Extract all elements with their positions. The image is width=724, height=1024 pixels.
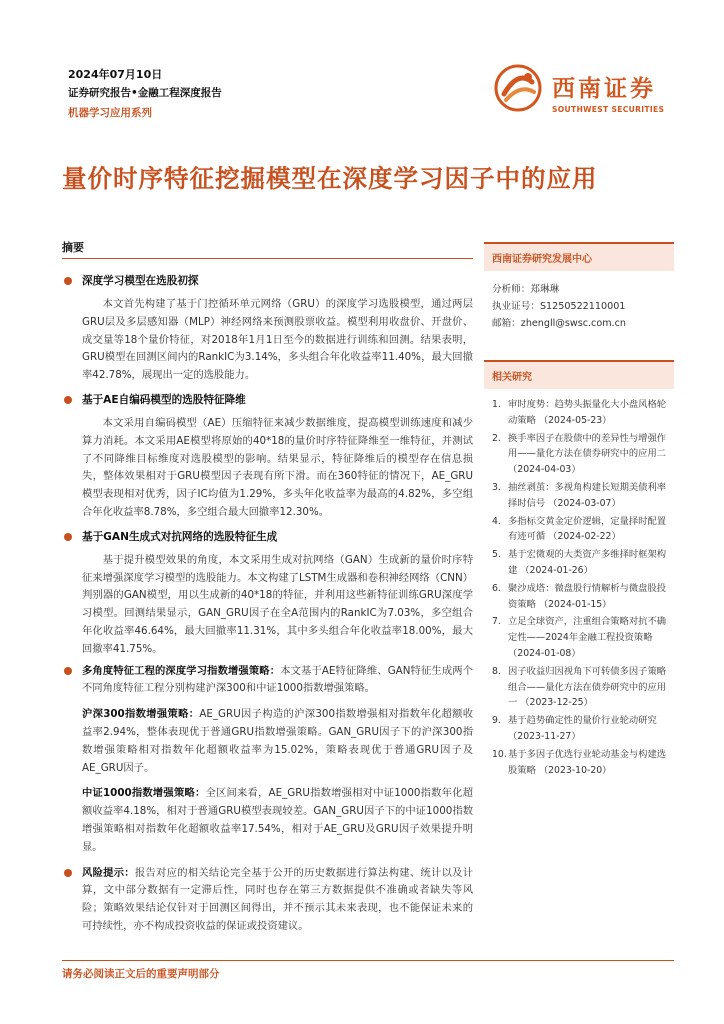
section-paragraph: 本文首先构建了基于门控循环单元网络（GRU）的深度学习选股模型，通过两层GRU层及多层感知器（MLP）神经网络来预测股票收益。模型利用收盘价、开盘价、成交量等18个量价特征，对2018年1月1日至今的数据进行训练和回测。结果表明，GRU模型在回测区间内的RankIC为3.14%，多头组合年化收益率11.40%，最大回撤率42.78%，展现出一定的选股能力。: [82, 298, 473, 382]
company-logo: [494, 64, 674, 120]
research-center-heading: 西南证券研究发展中心: [484, 242, 674, 271]
abstract-body: [62, 266, 473, 944]
bullet-icon: [64, 396, 72, 404]
analyst-name: 分析师：郑琳琳: [492, 284, 560, 295]
section-paragraph: 本文采用自编码模型（AE）压缩特征来减少数据维度，提高模型训练速度和减少算力消耗。本文采用AE模型将原始的40*18的量价时序特征降维至一维特征，并测试了不同降维目标维度对选股模型的影响。结果显示，特征降维后的模型存在信息损失，整体效果相对于GRU模型因子表现有所下滑。而在360特征的情况下，AE_GRU模型表现相对优秀，因子IC均值为1.29%，多头年化收益率为最高的4.82%，多空组合年化收益率8.78%，多空组合最大回撤率12.30%。: [82, 416, 473, 518]
analyst-email[interactable]: 邮箱：zhengll@swsc.com.cn: [492, 318, 626, 329]
multi-strategy-paragraph: 多角度特征工程的深度学习指数增强策略：本文基于AE特征降维、GAN特征生成两个不同角度特征工程分别构建沪深300和中证1000指数增强策略。: [62, 663, 473, 699]
report-type: 证券研究报告•金融工程深度报告: [68, 87, 222, 99]
section-title: 基于AE自编码模型的选股特征降维: [62, 392, 473, 408]
list-item[interactable]: 10. 基于多因子优选行业轮动基金与构建选股策略 （2023-10-20）: [492, 748, 667, 776]
footer-divider: [62, 960, 674, 961]
logo-text-cn: 西南证券: [552, 75, 656, 102]
hs300-paragraph: 沪深300指数增强策略：AE_GRU因子构造的沪深300指数增强相对指数年化超额收益率2.94%，整体表现优于普通GRU指数增强策略。GAN_GRU因子下的沪深300指数增强策略相对指数年化超额收益率为15.02%，策略表现优于普通GRU因子及AE_GRU因子。: [82, 708, 473, 774]
logo-text-en: SOUTHWEST SECURITIES: [552, 105, 665, 114]
list-item[interactable]: 7. 立足全球资产，注重组合策略对抗不确定性——2024年金融工程投资策略（2024-01-08）: [492, 616, 667, 659]
risk-paragraph: 风险提示：报告对应的相关结论完全基于公开的历史数据进行算法构建、统计以及计算，文中部分数据有一定滞后性，同时也存在第三方数据提供不准确或者缺失等风险；策略效果结论仅针对于回测区间得出，并不预示其未来表现，也不能保证未来的可持续性，亦不构成投资收益的保证或投资建议。: [62, 865, 473, 936]
list-item[interactable]: 4. 多指标交黄金定价逻辑，定量择时配置有迹可循 （2024-02-22）: [492, 515, 667, 543]
list-item[interactable]: 2. 换手率因子在股债中的差异性与增强作用——量化方法在债券研究中的应用二 （2024-04-03）: [492, 432, 667, 476]
bullet-icon: [64, 277, 72, 285]
footer-notice: 请务必阅读正文后的重要声明部分: [62, 968, 220, 980]
list-item[interactable]: 1. 审时度势：趋势头振量化大小盘风格轮动策略 （2024-05-23）: [492, 399, 667, 426]
section-paragraph: 基于提升模型效果的角度，本文采用生成对抗网络（GAN）生成新的量价时序特征来增强深度学习模型的选股能力。本文构建了LSTM生成器和卷积神经网络（CNN）判别器的GAN模型，用以生成新的40*18的特征，并利用这些新特征训练GRU深度学习模型。回测结果显示，GAN_GRU因子在全A范围内的RankIC为7.03%，多空组合年化收益率46.64%，最大回撤率11.31%，其中多头组合年化收益率18.00%，最大回撤率41.75%。: [82, 553, 473, 655]
page-title: 量价时序特征挖掘模型在深度学习因子中的应用: [62, 164, 598, 193]
bullet-icon: [64, 869, 72, 877]
section-title: 基于GAN生成式对抗网络的选股特征生成: [62, 529, 473, 545]
logo-emblem-icon: [494, 64, 542, 112]
report-series: 机器学习应用系列: [68, 107, 152, 119]
list-item[interactable]: 3. 抽丝剥茧：多视角构建长短期美债利率择时信号 （2024-03-07）: [492, 481, 667, 509]
analyst-info: [484, 271, 674, 332]
abstract-divider: [62, 258, 473, 259]
sidebar: [484, 242, 674, 780]
section-title: 深度学习模型在选股初探: [62, 273, 473, 289]
list-item[interactable]: 9. 基于趋势确定性的量价行业轮动研究（2023-11-27）: [492, 715, 657, 742]
list-item[interactable]: 6. 聚沙成塔：微盘股行情解析与微盘股投资策略 （2024-01-15）: [492, 582, 667, 610]
bullet-icon: [64, 667, 72, 675]
list-item[interactable]: 5. 基于宏微观的大类资产多维择时框架构建 （2024-01-26）: [492, 549, 667, 576]
zz1000-paragraph: 中证1000指数增强策略：全区间来看，AE_GRU指数增强相对中证1000指数年化超额收益率4.18%，相对于普通GRU模型表现较差。GAN_GRU因子下的中证1000指数增强策略相对指数年化超额收益率17.54%，相对于AE_GRU及GRU因子效果提升明显。: [82, 787, 473, 853]
abstract-heading: 摘要: [62, 241, 84, 254]
related-research-list: [484, 397, 674, 778]
list-item[interactable]: 8. 因子收益归因视角下可转债多因子策略组合——量化方法在债券研究中的应用一 （2023-12-25）: [492, 665, 667, 709]
report-date: 2024年07月10日: [68, 68, 163, 81]
bullet-icon: [64, 533, 72, 541]
analyst-cert: 执业证号：S1250522110001: [492, 301, 626, 312]
related-research-heading: 相关研究: [484, 360, 674, 389]
